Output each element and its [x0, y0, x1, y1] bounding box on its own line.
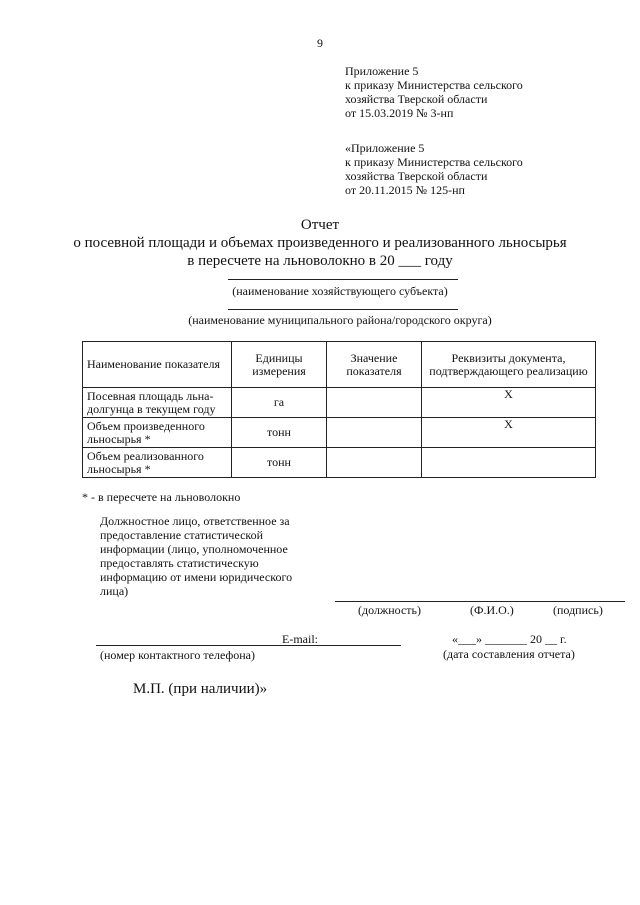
table-header-row: [83, 342, 596, 388]
date-caption: (дата составления отчета): [443, 647, 575, 661]
district-caption: (наименование муниципального района/городского округа): [188, 313, 492, 327]
phone-email-line: [96, 645, 401, 646]
row-value: [327, 418, 422, 448]
entity-caption: (наименование хозяйствующего субъекта): [232, 284, 448, 298]
header-value: Значение показателя: [327, 342, 422, 388]
title-line: Отчет: [300, 217, 340, 233]
row-value: [327, 448, 422, 478]
appendix-previous: [345, 141, 523, 197]
appendix-line: хозяйства Тверской области: [345, 169, 488, 183]
header-docs: Реквизиты документа, подтверждающего реализацию: [422, 342, 596, 388]
row-docs: [422, 448, 596, 478]
district-name-line: [228, 309, 458, 310]
date-template: «___» _______ 20 __ г.: [452, 632, 567, 646]
page-number: 9: [317, 36, 323, 50]
footnote: * - в пересчете на льноволокно: [82, 490, 241, 504]
report-table: [82, 341, 596, 478]
appendix-line: от 20.11.2015 № 125-нп: [345, 183, 465, 197]
document-title: [0, 216, 640, 270]
header-unit: Единицы измерения: [232, 342, 327, 388]
row-unit: тонн: [232, 418, 327, 448]
position-caption: (должность): [358, 603, 421, 617]
appendix-line: от 15.03.2019 № 3-нп: [345, 106, 454, 120]
appendix-line: к приказу Министерства сельского: [345, 155, 523, 169]
stamp-label: М.П. (при наличии)»: [133, 681, 268, 697]
appendix-current: [345, 64, 523, 120]
phone-caption: (номер контактного телефона): [100, 648, 255, 662]
signature-line: [335, 601, 625, 602]
entity-name-line: [228, 279, 458, 280]
email-label: E-mail:: [282, 632, 318, 646]
appendix-line: Приложение 5: [345, 64, 419, 78]
row-name: Объем реализованного льносырья *: [83, 448, 232, 478]
responsible-person-text: Должностное лицо, ответственное за предоставление статистической информации (лицо, уполномоченное предоставлять статистическую информацию от имени юридического лица): [100, 514, 293, 598]
table-row: [83, 418, 596, 448]
header-indicator: Наименование показателя: [83, 342, 232, 388]
row-docs: Х: [422, 388, 596, 418]
row-value: [327, 388, 422, 418]
row-docs: Х: [422, 418, 596, 448]
row-unit: тонн: [232, 448, 327, 478]
fio-caption: (Ф.И.О.): [470, 603, 514, 617]
row-name: Посевная площадь льна-долгунца в текущем году: [83, 388, 232, 418]
row-unit: га: [232, 388, 327, 418]
appendix-line: хозяйства Тверской области: [345, 92, 488, 106]
row-name: Объем произведенного льносырья *: [83, 418, 232, 448]
title-line: о посевной площади и объемах произведенного и реализованного льносырья: [73, 235, 567, 251]
table-row: [83, 388, 596, 418]
table-row: [83, 448, 596, 478]
appendix-line: к приказу Министерства сельского: [345, 78, 523, 92]
title-line: в пересчете на льноволокно в 20 ___ году: [187, 253, 453, 269]
appendix-line: «Приложение 5: [345, 141, 425, 155]
signature-caption: (подпись): [553, 603, 603, 617]
